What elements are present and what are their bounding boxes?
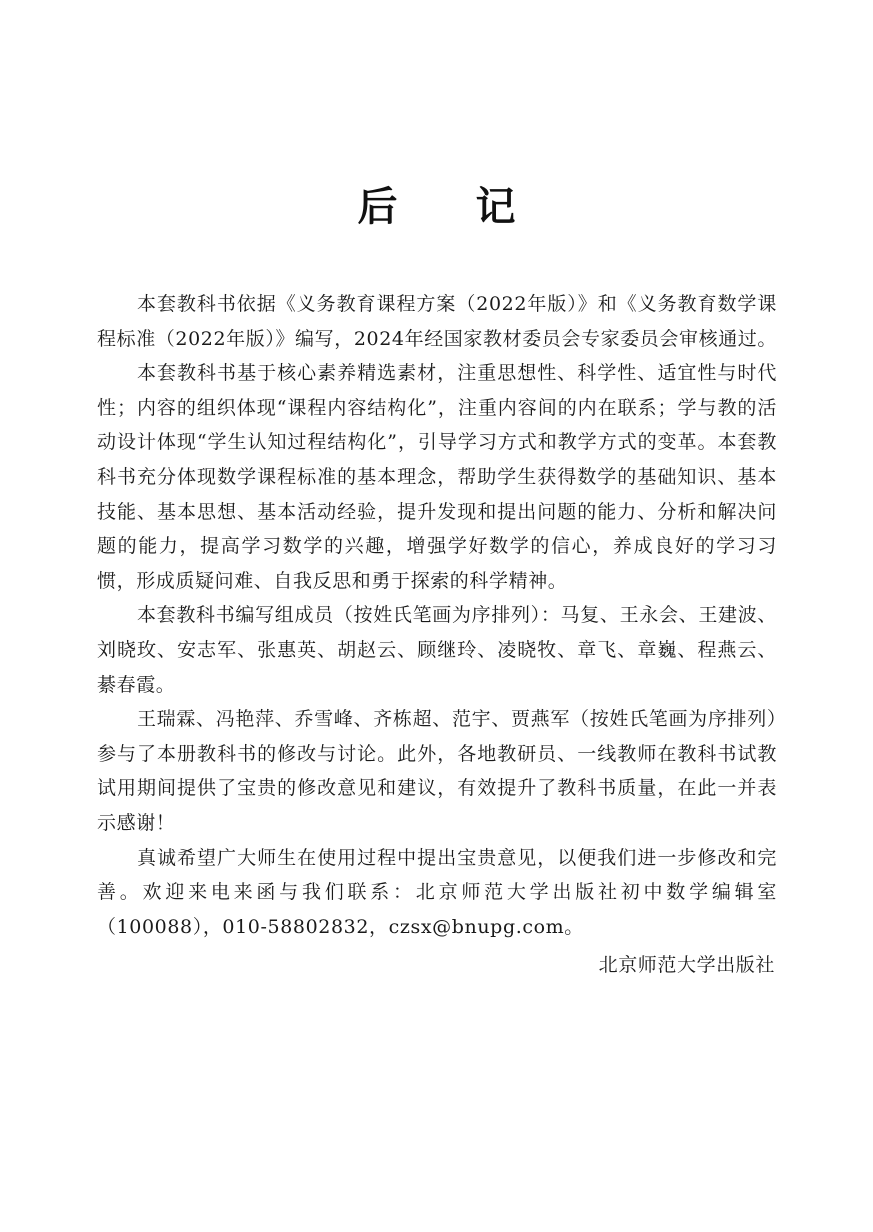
- paragraph-editorial-team: 本套教科书编写组成员（按姓氏笔画为序排列）：马复、王永会、王建波、刘晓玫、安志军、张惠英、胡赵云、顾继玲、凌晓牧、章飞、章巍、程燕云、綦春霞。: [97, 604, 777, 696]
- paragraph-design-philosophy: 本套教科书基于核心素养精选素材，注重思想性、科学性、适宜性与时代性；内容的组织体现“课程内容结构化”，注重内容间的内在联系；学与教的活动设计体现“学生认知过程结构化”，引导学习方式和教学方式的变革。本套教科书充分体现数学课程标准的基本理念，帮助学生获得数学的基础知识、基本技能、基本思想、基本活动经验，提升发现和提出问题的能力、分析和解决问题的能力，提高学习数学的兴趣，增强学好数学的信心，养成良好的学习习惯，形成质疑问难、自我反思和勇于探索的科学精神。: [97, 362, 777, 592]
- publisher-signature: 北京师范大学出版社: [598, 954, 775, 976]
- paragraph-curriculum-basis: 本套教科书依据《义务教育课程方案（2022年版）》和《义务教育数学课程标准（2022年版）》编写，2024年经国家教材委员会专家委员会审核通过。: [97, 293, 778, 350]
- paragraph-contact-info: 真诚希望广大师生在使用过程中提出宝贵意见，以便我们进一步修改和完善。欢迎来电来函与我们联系：北京师范大学出版社初中数学编辑室（100088），010-58802832，czsx@bnupg.com。: [97, 846, 777, 938]
- paragraph-acknowledgements: 王瑞霖、冯艳萍、乔雪峰、齐栋超、范宇、贾燕军（按姓氏笔画为序排列）参与了本册教科书的修改与讨论。此外，各地教研员、一线教师在教科书试教试用期间提供了宝贵的修改意见和建议，有效提升了教科书质量，在此一并表示感谢！: [97, 708, 777, 834]
- body-text: [97, 287, 777, 944]
- page-title: 后记: [357, 183, 594, 230]
